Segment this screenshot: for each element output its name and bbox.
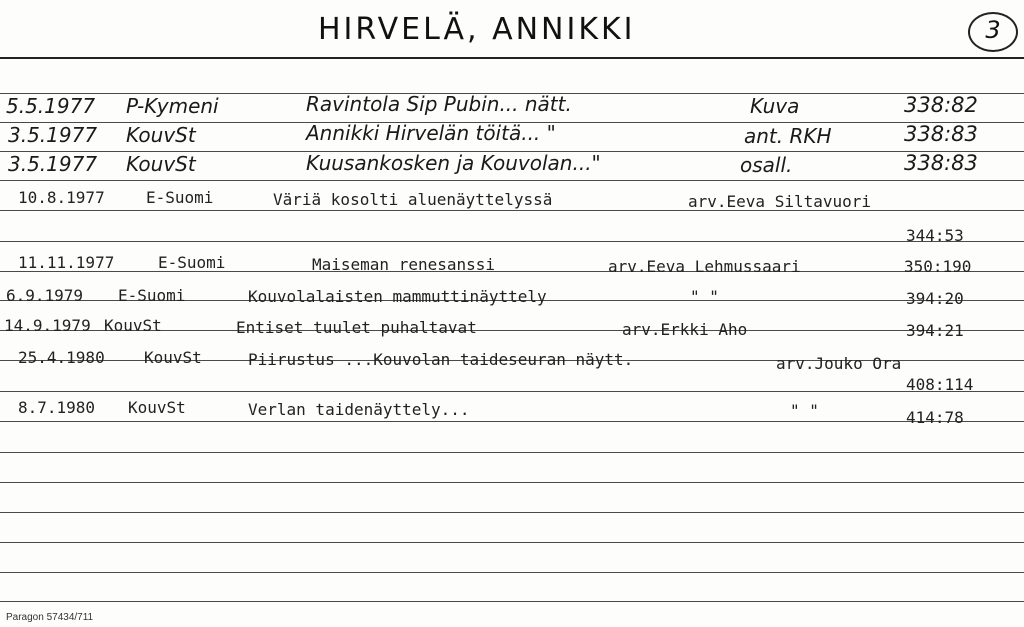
entry-author: osall. xyxy=(740,153,793,177)
ruled-line xyxy=(0,601,1024,602)
entry-date: 6.9.1979 xyxy=(6,286,84,305)
entry-author: " " xyxy=(790,401,819,420)
entry-ref: 344:53 xyxy=(906,226,964,245)
entry-ref: 338:82 xyxy=(904,93,978,117)
card-number: 3 xyxy=(985,16,1001,44)
entry-date: 3.5.1977 xyxy=(8,152,98,176)
entry-title: Verlan taidenäyttely... xyxy=(248,400,470,419)
ruled-line xyxy=(0,452,1024,453)
entry-date: 11.11.1977 xyxy=(18,253,115,272)
card-title: HIRVELÄ, ANNIKKI xyxy=(318,12,636,47)
entry-paper: KouvSt xyxy=(126,152,196,176)
entry-paper: KouvSt xyxy=(126,123,196,147)
entry-ref: 350:190 xyxy=(904,257,972,276)
entry-ref: 394:20 xyxy=(906,289,964,308)
entry-date: 8.7.1980 xyxy=(18,398,96,417)
ruled-line xyxy=(0,572,1024,573)
entry-ref: 414:78 xyxy=(906,408,964,427)
entry-ref: 338:83 xyxy=(904,122,978,146)
ruled-line xyxy=(0,482,1024,483)
ruled-line xyxy=(0,180,1024,181)
header-rule xyxy=(0,57,1024,59)
entry-title: Entiset tuulet puhaltavat xyxy=(236,318,477,337)
ruled-line xyxy=(0,271,1024,272)
ruled-line xyxy=(0,241,1024,242)
entry-title: Piirustus ...Kouvolan taideseuran näytt. xyxy=(248,350,634,369)
ruled-line xyxy=(0,421,1024,422)
entry-paper: KouvSt xyxy=(144,348,202,367)
entry-paper: KouvSt xyxy=(104,316,162,335)
entry-title: Kouvolalaisten mammuttinäyttely xyxy=(248,287,547,306)
entry-ref: 408:114 xyxy=(906,375,974,394)
entry-author: arv.Eeva Siltavuori xyxy=(688,192,872,211)
entry-paper: E-Suomi xyxy=(158,253,226,272)
entry-author: arv.Eeva Lehmussaari xyxy=(608,257,801,276)
entry-paper: E-Suomi xyxy=(146,188,214,207)
entry-ref: 338:83 xyxy=(904,151,978,175)
entry-title: Kuusankosken ja Kouvolan..." xyxy=(306,151,601,175)
entry-paper: P-Kymeni xyxy=(126,94,219,118)
entry-title: Väriä kosolti aluenäyttelyssä xyxy=(273,190,553,209)
entry-author: ant. RKH xyxy=(744,124,832,148)
entry-title: Maiseman renesanssi xyxy=(312,255,496,274)
entry-ref: 394:21 xyxy=(906,321,964,340)
card-number-circle xyxy=(968,12,1018,52)
entry-author: arv.Jouko Ora xyxy=(776,354,902,373)
entry-date: 14.9.1979 xyxy=(4,316,91,335)
entry-date: 5.5.1977 xyxy=(6,94,96,118)
ruled-line xyxy=(0,512,1024,513)
entry-date: 10.8.1977 xyxy=(18,188,105,207)
ruled-line xyxy=(0,542,1024,543)
card-footer: Paragon 57434/711 xyxy=(6,612,94,623)
entry-author: Kuva xyxy=(750,94,800,118)
ruled-line xyxy=(0,391,1024,392)
entry-title: Annikki Hirvelän töitä... " xyxy=(306,121,556,145)
entry-paper: E-Suomi xyxy=(118,286,186,305)
entry-author: arv.Erkki Aho xyxy=(622,320,748,339)
entry-author: " " xyxy=(690,287,719,306)
entry-paper: KouvSt xyxy=(128,398,186,417)
entry-date: 3.5.1977 xyxy=(8,123,98,147)
entry-date: 25.4.1980 xyxy=(18,348,105,367)
entry-title: Ravintola Sip Pubin... nätt. xyxy=(306,92,572,116)
